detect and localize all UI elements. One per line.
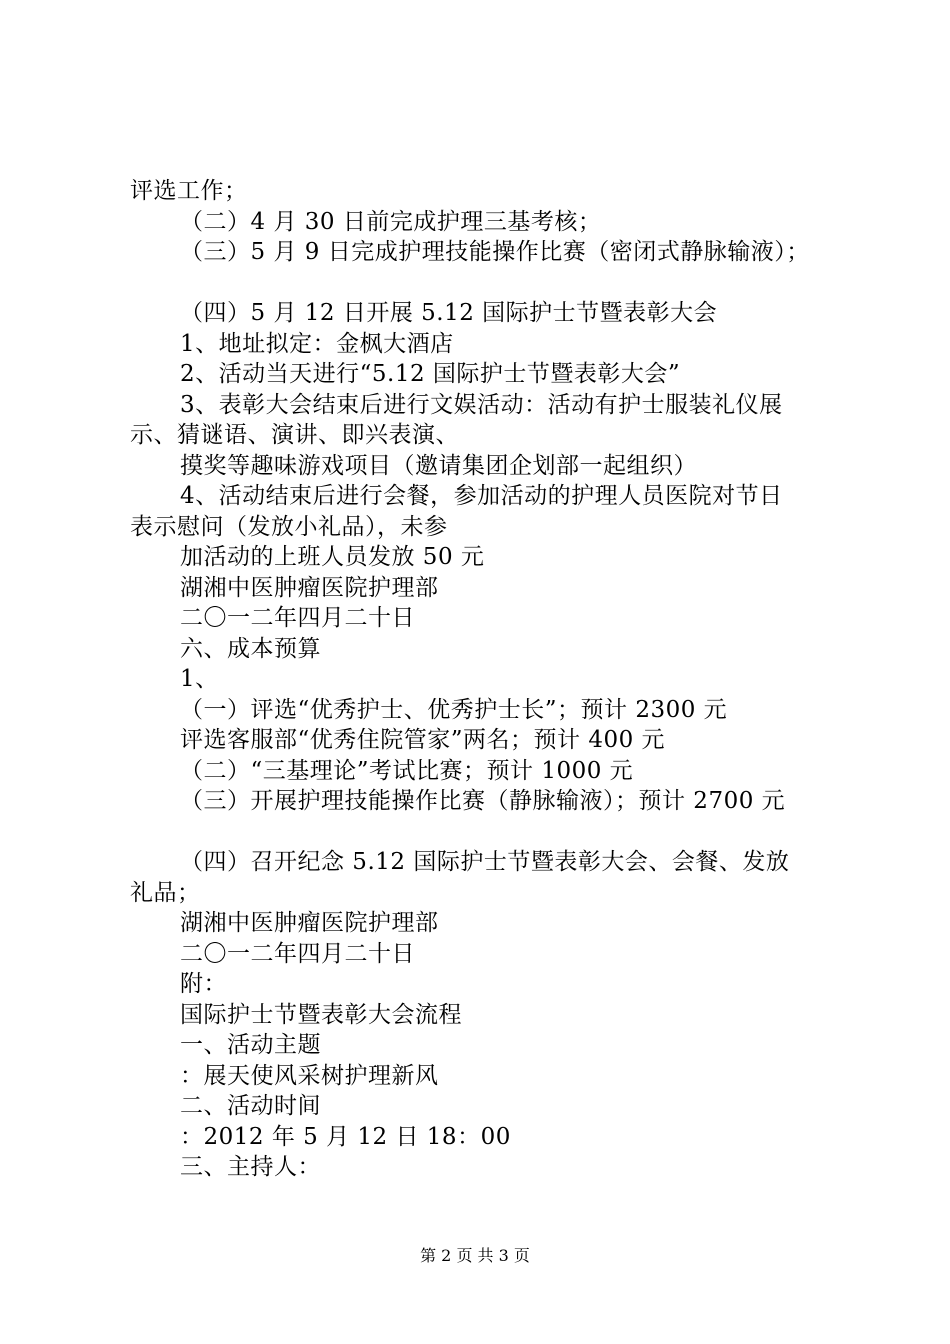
text-line: 1、地址拟定：金枫大酒店 xyxy=(180,330,454,357)
blank-line xyxy=(130,817,850,848)
text-line: 湖湘中医肿瘤医院护理部 xyxy=(180,574,439,601)
text-line: （四）召开纪念 5.12 国际护士节暨表彰大会、会餐、发放 xyxy=(180,849,790,875)
text-line: 摸奖等趣味游戏项目（邀请集团企划部一起组织） xyxy=(180,452,697,479)
blank-line xyxy=(130,268,850,299)
text-line: 评选客服部“优秀住院管家”两名；预计 400 元 xyxy=(180,727,666,753)
text-line: （二）4 月 30 日前完成护理三基考核； xyxy=(180,208,602,235)
text-line: 二〇一二年四月二十日 xyxy=(180,940,415,967)
text-line: 3、表彰大会结束后进行文娱活动：活动有护士服装礼仪展 xyxy=(180,391,783,418)
text-line: （三）开展护理技能操作比赛（静脉输液）；预计 2700 元 xyxy=(180,788,786,814)
document-body xyxy=(130,176,850,1183)
text-line: 2、活动当天进行“5.12 国际护士节暨表彰大会” xyxy=(180,361,681,387)
text-line: 示、猜谜语、演讲、即兴表演、 xyxy=(130,422,459,448)
text-line: 评选工作； xyxy=(130,178,248,204)
text-line: 1、 xyxy=(180,666,219,692)
text-line: 三、主持人： xyxy=(180,1154,321,1180)
text-line: （三）5 月 9 日完成护理技能操作比赛（密闭式静脉输液）； xyxy=(180,239,810,265)
text-line: 附： xyxy=(180,971,227,997)
text-line: 加活动的上班人员发放 50 元 xyxy=(180,544,485,570)
text-line: 六、成本预算 xyxy=(180,635,321,662)
text-line: 礼品； xyxy=(130,879,201,906)
text-line: 一、活动主题 xyxy=(180,1032,321,1058)
text-line: 湖湘中医肿瘤医院护理部 xyxy=(180,910,439,936)
text-line: 国际护士节暨表彰大会流程 xyxy=(180,1001,462,1028)
text-line: ：2012 年 5 月 12 日 18：00 xyxy=(180,1123,511,1150)
text-line: 4、活动结束后进行会餐，参加活动的护理人员医院对节日 xyxy=(180,483,783,509)
text-line: 二〇一二年四月二十日 xyxy=(180,605,415,631)
text-line: （四）5 月 12 日开展 5.12 国际护士节暨表彰大会 xyxy=(180,300,718,326)
page-footer: 第 2 页 共 3 页 xyxy=(420,1246,530,1265)
text-line: （一）评选“优秀护士、优秀护士长”；预计 2300 元 xyxy=(180,696,728,723)
text-line: 二、活动时间 xyxy=(180,1093,321,1119)
text-line: （二）“三基理论”考试比赛；预计 1000 元 xyxy=(180,757,634,784)
text-line: ：展天使风采树护理新风 xyxy=(180,1062,439,1089)
text-line: 表示慰问（发放小礼品），未参 xyxy=(130,513,448,540)
